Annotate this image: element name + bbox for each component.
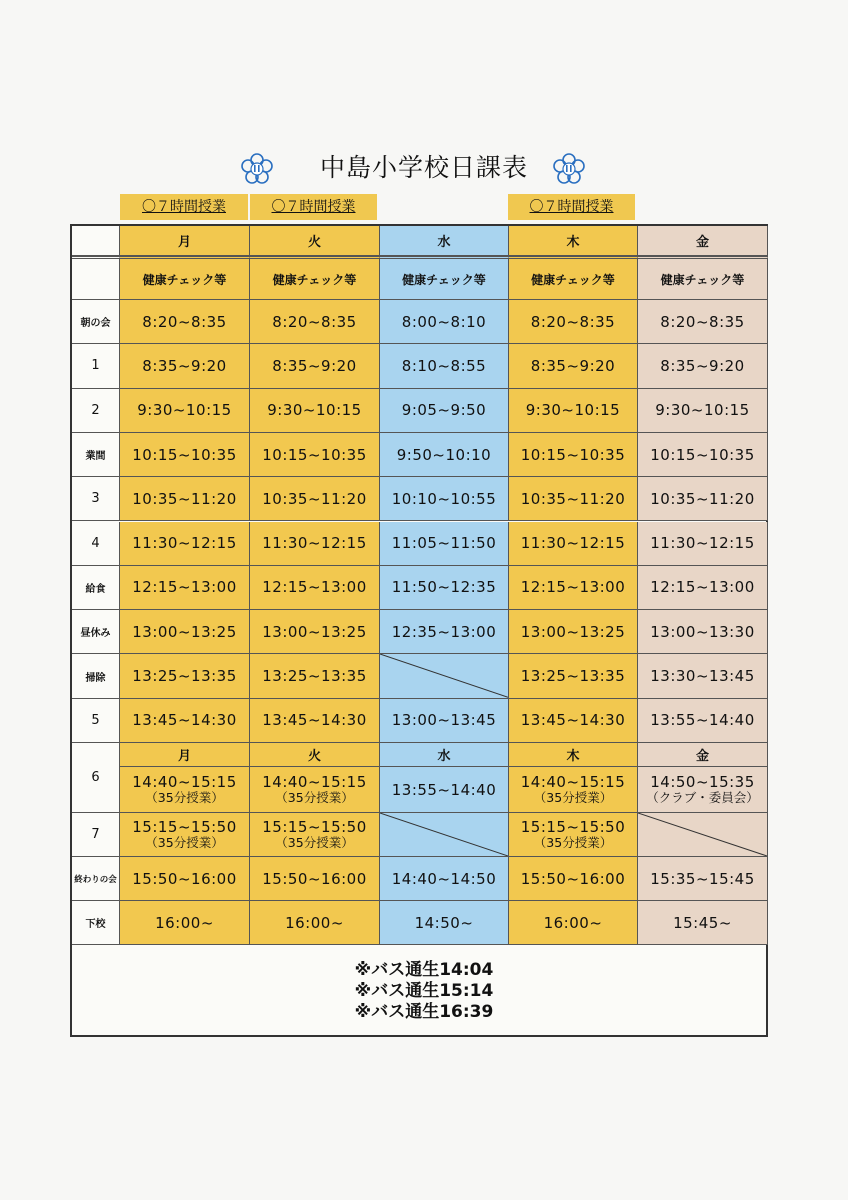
time-cell: 9:30~10:15 xyxy=(250,389,380,433)
time-cell: 14:40~15:15 （35分授業） xyxy=(120,767,250,813)
time-cell: 13:00~13:25 xyxy=(120,610,250,654)
day-header: 木 xyxy=(509,226,638,256)
day-header: 水 xyxy=(380,743,509,767)
time-cell: 15:45~ xyxy=(638,901,768,945)
time-cell: 11:30~12:15 xyxy=(638,522,768,566)
time-cell: 13:45~14:30 xyxy=(250,699,380,743)
bus-note: ※バス通生16:39 xyxy=(354,1002,494,1022)
time-cell: 9:30~10:15 xyxy=(120,389,250,433)
time-cell: 15:15~15:50 （35分授業） xyxy=(250,813,380,857)
day-header: 月 xyxy=(120,743,250,767)
time-cell: 13:30~13:45 xyxy=(638,654,768,698)
health-check-cell: 健康チェック等 xyxy=(509,256,638,300)
time-cell: 13:00~13:30 xyxy=(638,610,768,654)
time-cell: 14:40~15:15 （35分授業） xyxy=(250,767,380,813)
day-header: 金 xyxy=(638,743,768,767)
time-cell: 12:15~13:00 xyxy=(250,566,380,610)
row-label: 業間 xyxy=(72,433,120,477)
row-label: 1 xyxy=(72,344,120,388)
time-cell: 15:50~16:00 xyxy=(120,857,250,901)
time-cell: 8:35~9:20 xyxy=(250,344,380,388)
time-cell: 11:05~11:50 xyxy=(380,522,509,566)
time-cell: 10:35~11:20 xyxy=(120,477,250,521)
time-cell: 14:40~15:15 （35分授業） xyxy=(509,767,638,813)
time-cell: 10:15~10:35 xyxy=(120,433,250,477)
row-label: 下校 xyxy=(72,901,120,945)
time-cell: 10:35~11:20 xyxy=(250,477,380,521)
health-check-cell: 健康チェック等 xyxy=(638,256,768,300)
time-cell: 10:35~11:20 xyxy=(509,477,638,521)
time-cell: 8:35~9:20 xyxy=(509,344,638,388)
time-cell: 15:15~15:50 （35分授業） xyxy=(120,813,250,857)
time-cell: 14:50~ xyxy=(380,901,509,945)
time-cell: 12:15~13:00 xyxy=(509,566,638,610)
day-header: 金 xyxy=(638,226,768,256)
row-label: 3 xyxy=(72,477,120,521)
row-label: 5 xyxy=(72,699,120,743)
time-cell: 13:00~13:25 xyxy=(509,610,638,654)
empty-slash-cell xyxy=(638,813,768,857)
time-cell: 12:35~13:00 xyxy=(380,610,509,654)
time-cell: 13:45~14:30 xyxy=(120,699,250,743)
bus-note: ※バス通生14:04 xyxy=(354,960,494,980)
time-cell: 15:50~16:00 xyxy=(509,857,638,901)
empty-slash-cell xyxy=(380,813,509,857)
row-label: 終わりの会 xyxy=(72,857,120,901)
row-label: 7 xyxy=(72,813,120,857)
corner-cell xyxy=(72,226,120,256)
time-cell: 10:15~10:35 xyxy=(509,433,638,477)
time-cell: 13:55~14:40 xyxy=(638,699,768,743)
time-cell: 12:15~13:00 xyxy=(120,566,250,610)
time-cell: 8:35~9:20 xyxy=(638,344,768,388)
day-header: 月 xyxy=(120,226,250,256)
day-header: 水 xyxy=(380,226,509,256)
time-cell: 13:25~13:35 xyxy=(250,654,380,698)
health-check-cell: 健康チェック等 xyxy=(250,256,380,300)
time-cell: 16:00~ xyxy=(120,901,250,945)
time-cell: 15:15~15:50 （35分授業） xyxy=(509,813,638,857)
time-cell: 13:45~14:30 xyxy=(509,699,638,743)
time-cell: 15:50~16:00 xyxy=(250,857,380,901)
time-cell: 8:20~8:35 xyxy=(638,300,768,344)
health-check-cell: 健康チェック等 xyxy=(380,256,509,300)
timetable xyxy=(70,224,768,1037)
bus-note: ※バス通生15:14 xyxy=(354,981,494,1001)
day-header: 木 xyxy=(509,743,638,767)
seven-period-badge-thu: 〇７時間授業 xyxy=(508,194,635,220)
day-header: 火 xyxy=(250,226,380,256)
time-cell: 11:30~12:15 xyxy=(250,522,380,566)
time-cell: 8:35~9:20 xyxy=(120,344,250,388)
row-label: 4 xyxy=(72,522,120,566)
time-cell: 10:15~10:35 xyxy=(250,433,380,477)
seven-period-badge-tue: 〇７時間授業 xyxy=(250,194,377,220)
row-label xyxy=(72,256,120,300)
day-header: 火 xyxy=(250,743,380,767)
time-cell: 13:00~13:25 xyxy=(250,610,380,654)
page-title: 中島小学校日課表 xyxy=(319,153,528,182)
time-cell: 14:40~14:50 xyxy=(380,857,509,901)
time-cell: 16:00~ xyxy=(509,901,638,945)
seven-period-badge-mon: 〇７時間授業 xyxy=(120,194,248,220)
time-cell: 8:10~8:55 xyxy=(380,344,509,388)
row-label: 昼休み xyxy=(72,610,120,654)
school-flower-icon xyxy=(552,152,586,186)
time-cell: 10:10~10:55 xyxy=(380,477,509,521)
health-check-cell: 健康チェック等 xyxy=(120,256,250,300)
row-label: 給食 xyxy=(72,566,120,610)
row-label: 2 xyxy=(72,389,120,433)
time-cell: 15:35~15:45 xyxy=(638,857,768,901)
time-cell: 13:25~13:35 xyxy=(120,654,250,698)
empty-slash-cell xyxy=(380,654,509,698)
row-label: 朝の会 xyxy=(72,300,120,344)
time-cell: 11:30~12:15 xyxy=(120,522,250,566)
time-cell: 13:00~13:45 xyxy=(380,699,509,743)
time-cell: 12:15~13:00 xyxy=(638,566,768,610)
time-cell: 10:35~11:20 xyxy=(638,477,768,521)
time-cell: 11:30~12:15 xyxy=(509,522,638,566)
time-cell: 9:05~9:50 xyxy=(380,389,509,433)
time-cell: 9:30~10:15 xyxy=(509,389,638,433)
row-label: 6 xyxy=(72,743,120,813)
time-cell: 10:15~10:35 xyxy=(638,433,768,477)
time-cell: 16:00~ xyxy=(250,901,380,945)
time-cell: 9:50~10:10 xyxy=(380,433,509,477)
time-cell: 8:20~8:35 xyxy=(250,300,380,344)
time-cell: 13:25~13:35 xyxy=(509,654,638,698)
row-label: 掃除 xyxy=(72,654,120,698)
time-cell: 13:55~14:40 xyxy=(380,767,509,813)
time-cell: 8:20~8:35 xyxy=(120,300,250,344)
bus-notes xyxy=(0,960,848,1023)
time-cell: 9:30~10:15 xyxy=(638,389,768,433)
time-cell: 8:20~8:35 xyxy=(509,300,638,344)
time-cell: 11:50~12:35 xyxy=(380,566,509,610)
time-cell: 8:00~8:10 xyxy=(380,300,509,344)
time-cell: 14:50~15:35 （クラブ・委員会） xyxy=(638,767,768,813)
